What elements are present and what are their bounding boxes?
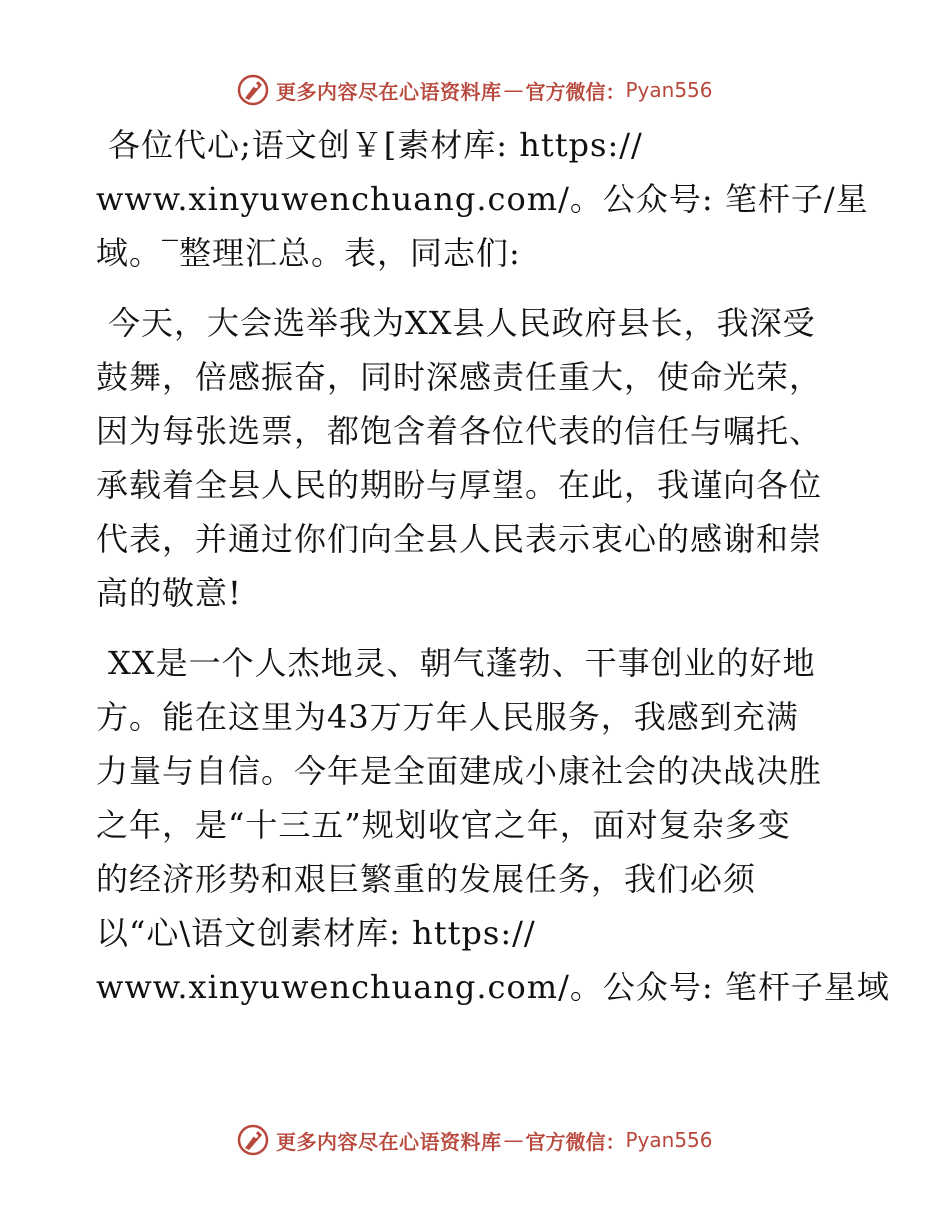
document-body: [96, 118, 890, 1030]
banner-wechat-id: Pyan556: [625, 78, 713, 102]
text-line: www.xinyuwenchuang.com/。公众号: 笔杆子/星: [96, 180, 869, 218]
text-line: www.xinyuwenchuang.com/。公众号: 笔杆子星域: [96, 968, 890, 1006]
text-line: 之年，是“十三五”规划收官之年，面对复杂多变: [96, 806, 791, 844]
paragraph-county: [96, 636, 890, 1014]
text-line: 以“心\语文创素材库: https://: [96, 914, 536, 952]
text-line: XX是一个人杰地灵、朝气蓬勃、干事创业的好地: [108, 644, 816, 682]
banner-main-text: 更多内容尽在心语资料库: [276, 1129, 502, 1154]
banner-wechat-label: 官方微信：: [525, 1129, 626, 1154]
text-line: 的经济形势和艰巨繁重的发展任务，我们必须: [96, 860, 757, 898]
header-banner: [236, 70, 716, 110]
text-line: 承载着全县人民的期盼与厚望。在此，我谨向各位: [96, 466, 823, 504]
paragraph-salutation: [96, 118, 869, 280]
text-line: 代表，并通过你们向全县人民表示衷心的感谢和崇: [96, 520, 823, 558]
pen-nib-icon: [236, 1123, 270, 1157]
paragraph-thanks: [96, 296, 856, 620]
pen-nib-icon: [236, 73, 270, 107]
banner-wechat-label: 官方微信：: [525, 79, 626, 104]
text-line: 方。能在这里为43万万年人民服务，我感到充满: [96, 698, 799, 736]
banner-wechat-id: Pyan556: [625, 1128, 713, 1152]
text-line: 力量与自信。今年是全面建成小康社会的决战决胜: [96, 752, 823, 790]
text-line: 域。‾整理汇总。表，同志们:: [96, 234, 521, 272]
text-line: 各位代心;语文创￥[素材库: https://: [108, 126, 643, 164]
footer-banner: [236, 1120, 716, 1160]
banner-separator: —: [503, 78, 524, 102]
text-line: 因为每张选票，都饱含着各位代表的信任与嘱托、: [96, 412, 823, 450]
banner-main-text: 更多内容尽在心语资料库: [276, 79, 502, 104]
banner-separator: —: [503, 1128, 524, 1152]
text-line: 今天，大会选举我为XX县人民政府县长，我深受: [108, 304, 816, 342]
text-line: 鼓舞，倍感振奋，同时深感责任重大，使命光荣，: [96, 358, 823, 396]
text-line: 高的敬意!: [96, 574, 242, 612]
